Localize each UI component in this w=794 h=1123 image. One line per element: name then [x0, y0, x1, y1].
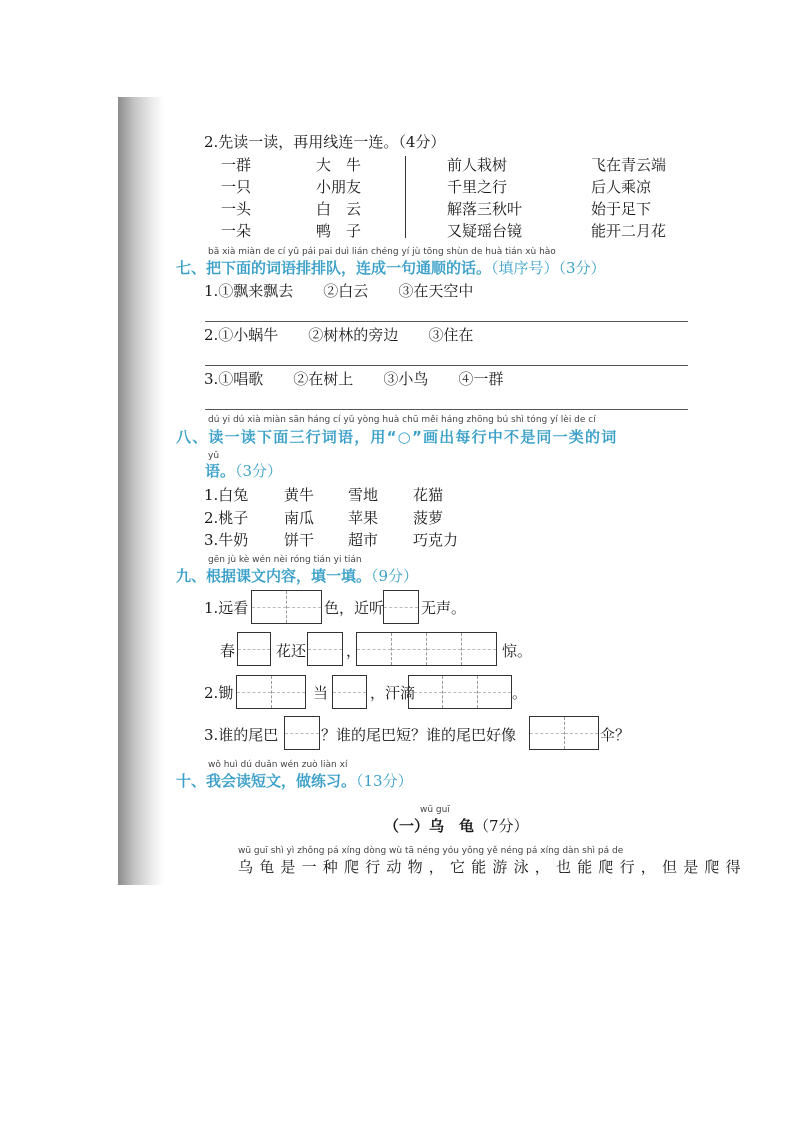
section10-pinyin: wǒ huì dú duǎn wén zuò liàn xí: [208, 760, 348, 770]
section8-word: 3.牛奶: [204, 531, 249, 549]
fill-text: 春: [220, 642, 236, 660]
section8-word: 菠萝: [413, 509, 444, 527]
section8-word: 超市: [348, 531, 379, 549]
q2-col4-item: 飞在青云端: [591, 156, 667, 174]
subtitle-text: （一）乌 龟: [384, 817, 475, 835]
q2-title: 2.先读一读，再用线连一连。（4分）: [204, 133, 446, 151]
q2-col3-item: 解落三秋叶: [447, 200, 523, 218]
section8-word: 1.白兔: [204, 486, 249, 504]
section7-score: （填序号）（3分）: [491, 259, 606, 277]
section8-title: 八、读一读下面三行词语，用“○”画出每行中不是同一类的词: [176, 428, 618, 446]
fill-text: 色，近听: [324, 599, 385, 617]
section8-word: 巧克力: [413, 531, 459, 549]
fill-text: 2.锄: [204, 684, 234, 702]
answer-box[interactable]: [307, 632, 343, 666]
section8-heading2: [205, 462, 282, 480]
section10-title: 十、我会读短文，做练习。: [176, 772, 357, 790]
answer-box[interactable]: [332, 675, 367, 709]
q2-col1-item: 一朵: [221, 222, 252, 240]
subtitle-score: （7分）: [474, 817, 529, 835]
section7-item: 1.①飘来飘去 ②白云 ③在天空中: [204, 282, 474, 300]
subtitle-pinyin: wū guī: [420, 805, 450, 815]
answer-box[interactable]: [383, 590, 419, 624]
section8-word: 黄牛: [284, 486, 315, 504]
answer-box[interactable]: [529, 716, 599, 750]
answer-box[interactable]: [237, 632, 271, 666]
fill-text: 当: [313, 684, 329, 702]
fill-text: ，汗滴: [370, 684, 416, 702]
q2-col3-item: 千里之行: [447, 178, 508, 196]
fill-text: 无声。: [421, 599, 467, 617]
answer-line: [205, 321, 688, 322]
section9-title: 九、根据课文内容，填一填。: [176, 567, 372, 585]
section9-pinyin: gēn jù kè wén nèi róng tián yi tián: [208, 555, 362, 565]
answer-box[interactable]: [236, 675, 306, 709]
q2-col1-item: 一只: [221, 178, 252, 196]
section10-heading: [176, 772, 413, 790]
section10-score: （13分）: [356, 772, 413, 790]
answer-box[interactable]: [356, 632, 497, 666]
q2-col3-item: 又疑瑶台镜: [447, 222, 523, 240]
fill-text: 。: [512, 684, 528, 702]
divider-line: [405, 156, 406, 238]
section8-title2: 语。: [205, 462, 236, 480]
fill-text: 1.远看: [204, 599, 249, 617]
fill-text: ，: [346, 642, 362, 660]
fill-text: 3.谁的尾巴: [204, 726, 279, 744]
q2-col1-item: 一群: [221, 156, 252, 174]
answer-box[interactable]: [408, 675, 512, 709]
section8-word: 南瓜: [284, 509, 315, 527]
passage-pinyin: wū guī shì yì zhǒng pá xíng dòng wù tā néng yóu yǒng yě néng pá xíng dàn shì pá de: [238, 846, 624, 856]
fill-text: ？谁的尾巴短？谁的尾巴好像: [321, 726, 517, 744]
subtitle: [384, 817, 529, 835]
section8-word: 花猫: [413, 486, 444, 504]
section8-word: 2.桃子: [204, 509, 249, 527]
answer-line: [205, 365, 688, 366]
answer-line: [205, 409, 688, 410]
fill-text: 惊。: [502, 642, 533, 660]
answer-box[interactable]: [284, 716, 320, 750]
fill-text: 花还: [276, 642, 307, 660]
section8-score: （3分）: [235, 462, 283, 480]
q2-col3-item: 前人栽树: [447, 156, 508, 174]
q2-col2-item: 大 牛: [316, 156, 362, 174]
section7-pinyin: bǎ xià miàn de cí yǔ pái pai duì lián chéng yí jù tōng shùn de huà tián xù hào: [208, 247, 556, 257]
section7-item: 2.①小蜗牛 ②树林的旁边 ③住在: [204, 326, 474, 344]
section8-word: 苹果: [348, 509, 379, 527]
section7-item: 3.①唱歌 ②在树上 ③小鸟 ④一群: [204, 370, 504, 388]
section8-word: 饼干: [284, 531, 315, 549]
section7-heading: [176, 259, 606, 277]
section8-pinyin2: yǔ: [208, 451, 220, 461]
q2-col1-item: 一头: [221, 200, 252, 218]
q2-col2-item: 白 云: [316, 200, 362, 218]
section9-heading: [176, 567, 418, 585]
q2-col4-item: 能开二月花: [591, 222, 667, 240]
q2-col2-item: 小朋友: [316, 178, 362, 196]
binding-shadow: [118, 97, 164, 885]
section8-word: 雪地: [348, 486, 379, 504]
fill-text: 伞？: [600, 726, 631, 744]
section7-title: 七、把下面的词语排排队，连成一句通顺的话。: [176, 259, 492, 277]
q2-col2-item: 鸭 子: [316, 222, 362, 240]
section8-pinyin: dú yi dú xià miàn sān háng cí yǔ yòng huà chū měi háng zhōng bú shì tóng yí lèi de cí: [208, 415, 596, 425]
q2-col4-item: 后人乘凉: [591, 178, 652, 196]
passage-text: 乌龟是一种爬行动物，它能游泳，也能爬行，但是爬得: [238, 858, 747, 876]
section9-score: （9分）: [371, 567, 419, 585]
q2-col4-item: 始于足下: [591, 200, 652, 218]
answer-box[interactable]: [251, 590, 322, 624]
